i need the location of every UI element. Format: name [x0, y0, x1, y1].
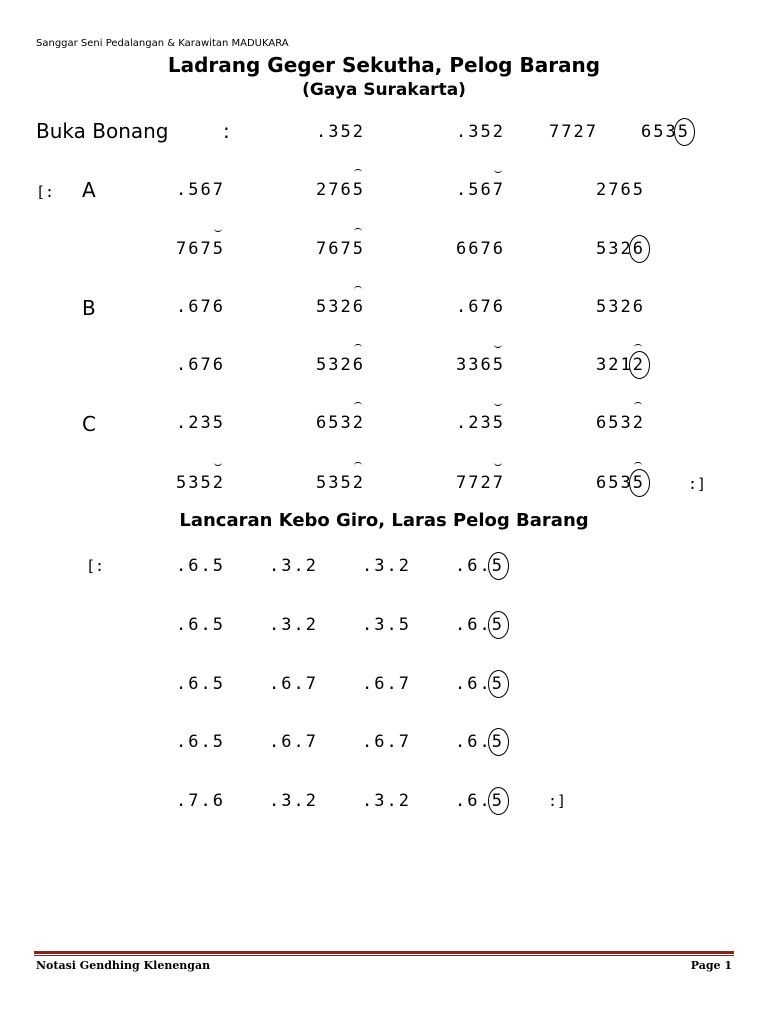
- footer-rule-thin: [34, 955, 734, 956]
- gatra: .6.5: [176, 556, 225, 576]
- section-b-label: B: [82, 296, 96, 320]
- gatra: 5326: [596, 297, 645, 317]
- gatra: .235: [176, 413, 225, 433]
- buka-gatra: 7727: [549, 122, 598, 142]
- gatra: 6532: [596, 409, 645, 437]
- gatra: 6532: [316, 409, 365, 437]
- gatra: 7727: [456, 469, 505, 497]
- kenong-arc-mark: 2: [353, 469, 365, 497]
- gong-circle-mark: 2: [633, 351, 645, 379]
- footer-rule: [34, 951, 734, 954]
- gatra: .6.5: [176, 615, 225, 635]
- gatra: .3.2: [269, 791, 318, 811]
- gatra: 7675: [176, 235, 225, 263]
- gatra: .3.2: [269, 556, 318, 576]
- gatra: .3.2: [269, 615, 318, 635]
- kempul-arc-mark: 7: [493, 176, 505, 204]
- gatra-gong: .6.5: [455, 552, 504, 580]
- gatra: .7.6: [176, 791, 225, 811]
- ladrang-subtitle: (Gaya Surakarta): [302, 80, 466, 100]
- kenong-arc-mark: 6: [353, 351, 365, 379]
- page-header: Sanggar Seni Pedalangan & Karawitan MADUKARA: [36, 38, 289, 49]
- gatra-gong: 3212: [596, 351, 645, 379]
- kenong-arc-mark: 5: [353, 176, 365, 204]
- kempul-arc-mark: 5: [493, 351, 505, 379]
- gatra: .6.7: [362, 732, 411, 752]
- gatra: .3.2: [362, 791, 411, 811]
- gong-circle-mark: 5: [678, 118, 690, 146]
- gatra: .3.5: [362, 615, 411, 635]
- buka-gatra: .352: [456, 122, 505, 142]
- kempul-arc-mark: 7: [493, 469, 505, 497]
- gong-circle-mark: 5: [492, 552, 504, 580]
- buka-gatra-gong: 6535: [641, 118, 690, 146]
- gatra: 5326: [316, 351, 365, 379]
- gatra: .676: [176, 355, 225, 375]
- gatra: 3365: [456, 351, 505, 379]
- gatra: .6.7: [362, 674, 411, 694]
- gatra: 5326: [316, 293, 365, 321]
- gatra: .567: [456, 176, 505, 204]
- gatra: .676: [456, 297, 505, 317]
- gatra-gong: .6.5: [455, 611, 504, 639]
- gong-circle-mark: 5: [492, 728, 504, 756]
- buka-label: Buka Bonang: [36, 119, 169, 143]
- gatra-gong: 5326: [596, 235, 645, 263]
- kenong-arc-mark: 6: [353, 293, 365, 321]
- gatra: 6676: [456, 239, 505, 259]
- buka-gatra: .352: [316, 122, 365, 142]
- gatra-gong: .6.5: [455, 787, 504, 815]
- kempul-arc-mark: 2: [213, 469, 225, 497]
- section-a-label: A: [82, 178, 96, 202]
- gatra: .6.5: [176, 674, 225, 694]
- kenong-arc-mark: 2: [353, 409, 365, 437]
- gatra-gong: .6.5: [455, 670, 504, 698]
- footer-left: Notasi Gendhing Klenengan: [36, 959, 211, 972]
- gatra: 5352: [176, 469, 225, 497]
- repeat-close-mark: :]: [548, 792, 567, 810]
- kempul-arc-mark: 5: [493, 409, 505, 437]
- gatra: 7675: [316, 235, 365, 263]
- gatra: .6.5: [176, 732, 225, 752]
- gatra: 5352: [316, 469, 365, 497]
- section-c-label: C: [82, 412, 96, 436]
- gatra: 2765: [596, 180, 645, 200]
- gatra: 2765: [316, 176, 365, 204]
- gatra: .235: [456, 409, 505, 437]
- gatra: .676: [176, 297, 225, 317]
- repeat-close-mark: :]: [688, 475, 707, 493]
- repeat-open-mark: [:: [86, 557, 105, 575]
- gong-circle-mark: 6: [633, 235, 645, 263]
- gong-circle-mark: 5: [633, 469, 645, 497]
- gong-circle-mark: 5: [492, 611, 504, 639]
- kenong-arc-mark: 2: [633, 409, 645, 437]
- ladrang-title: Ladrang Geger Sekutha, Pelog Barang: [167, 53, 601, 77]
- lancaran-title: Lancaran Kebo Giro, Laras Pelog Barang: [179, 510, 589, 531]
- gong-circle-mark: 5: [492, 787, 504, 815]
- gatra-gong: .6.5: [455, 728, 504, 756]
- gong-circle-mark: 5: [492, 670, 504, 698]
- repeat-open-mark: [:: [36, 183, 55, 201]
- buka-colon: :: [223, 119, 230, 143]
- kempul-arc-mark: 5: [213, 235, 225, 263]
- gatra: .3.2: [362, 556, 411, 576]
- page-number: Page 1: [690, 959, 732, 972]
- gatra: .6.7: [269, 674, 318, 694]
- kenong-arc-mark: 5: [353, 235, 365, 263]
- gatra: .567: [176, 180, 225, 200]
- gatra-gong: 6535: [596, 469, 645, 497]
- gatra: .6.7: [269, 732, 318, 752]
